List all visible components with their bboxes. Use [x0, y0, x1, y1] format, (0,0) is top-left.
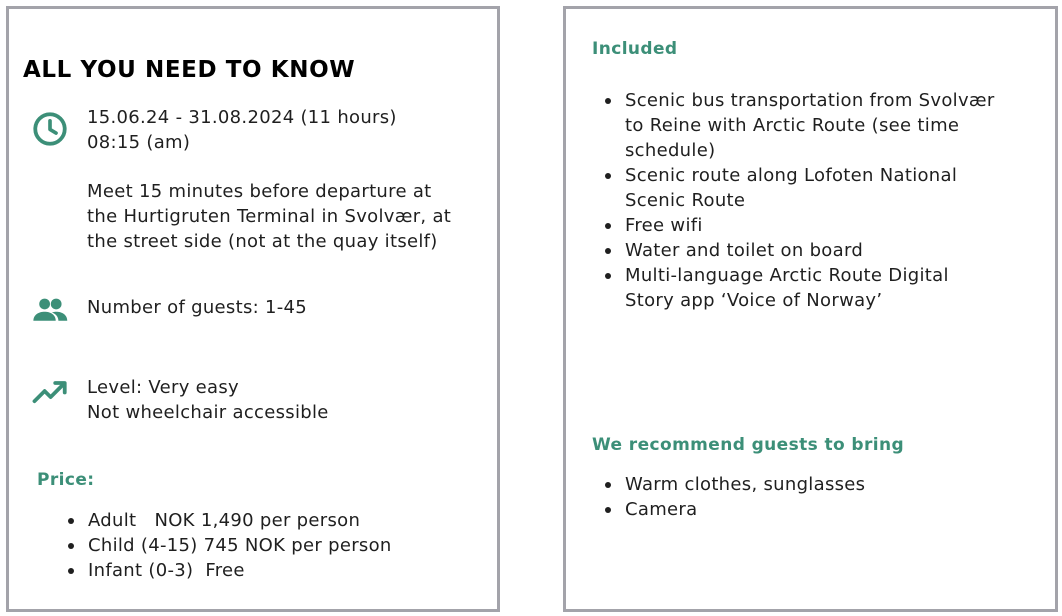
list-item: Warm clothes, sunglasses	[602, 472, 1032, 497]
trending-up-icon	[31, 373, 69, 411]
list-item-line: Scenic Route	[625, 190, 746, 211]
panel-heading: ALL YOU NEED TO KNOW	[23, 57, 356, 83]
price-item: Infant (0-3) Free	[65, 558, 485, 583]
meeting-point	[87, 179, 451, 254]
list-item-line: Story app ‘Voice of Norway’	[625, 290, 883, 311]
accessibility-note: Not wheelchair accessible	[87, 402, 329, 423]
meeting-line: the street side (not at the quay itself)	[87, 231, 438, 252]
price-heading: Price:	[37, 470, 95, 490]
schedule-block	[87, 105, 397, 155]
inclusions-panel	[563, 6, 1058, 612]
list-item	[602, 238, 1032, 263]
clock-icon	[31, 110, 69, 148]
included-list	[602, 88, 1032, 313]
difficulty-level: Level: Very easy	[87, 377, 239, 398]
meeting-line: the Hurtigruten Terminal in Svolvær, at	[87, 206, 452, 227]
list-item-line: Scenic bus transportation from Svolvær	[625, 90, 995, 111]
bring-list	[602, 472, 1032, 522]
list-item	[602, 263, 1032, 313]
list-item	[602, 213, 1032, 238]
level-block	[87, 375, 329, 425]
list-item: Camera	[602, 497, 1032, 522]
guest-count: Number of guests: 1-45	[87, 297, 308, 318]
price-item: Adult NOK 1,490 per person	[65, 508, 485, 533]
list-item-line: Free wifi	[625, 215, 703, 236]
list-item-line: Scenic route along Lofoten National	[625, 165, 958, 186]
bring-heading: We recommend guests to bring	[592, 435, 905, 455]
list-item-line: schedule)	[625, 140, 716, 161]
price-list	[65, 508, 485, 583]
departure-time: 08:15 (am)	[87, 132, 191, 153]
list-item-line: Water and toilet on board	[625, 240, 864, 261]
meeting-line: Meet 15 minutes before departure at	[87, 181, 432, 202]
list-item-line: to Reine with Arctic Route (see time	[625, 115, 960, 136]
list-item	[602, 163, 1032, 213]
people-icon	[31, 291, 69, 329]
included-heading: Included	[592, 39, 678, 59]
date-range: 15.06.24 - 31.08.2024 (11 hours)	[87, 107, 397, 128]
list-item	[602, 88, 1032, 163]
tour-info-panel	[6, 6, 500, 612]
price-item: Child (4-15) 745 NOK per person	[65, 533, 485, 558]
list-item-line: Multi-language Arctic Route Digital	[625, 265, 949, 286]
